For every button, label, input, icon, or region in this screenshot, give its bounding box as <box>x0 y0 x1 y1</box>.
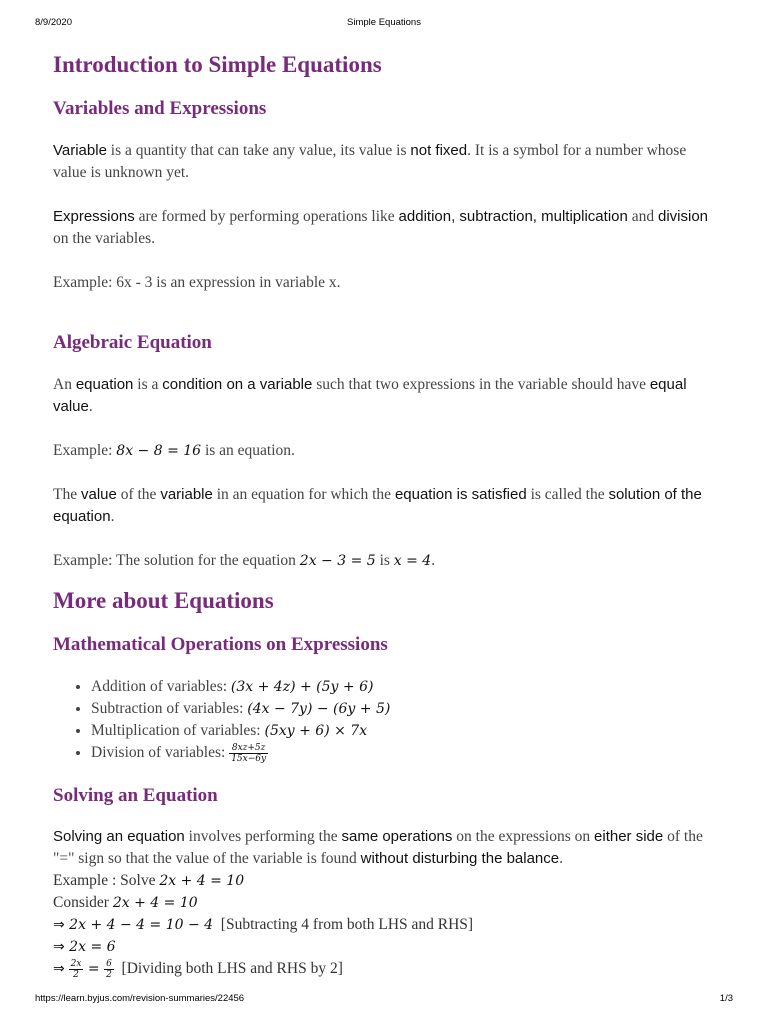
term: addition, subtraction, multiplication <box>398 208 628 225</box>
text: Consider <box>53 894 113 911</box>
text: Division of variables: <box>91 744 230 761</box>
term: same operations <box>341 828 453 845</box>
fraction <box>104 959 114 980</box>
text: . <box>110 508 115 525</box>
text: involves performing the <box>184 828 342 845</box>
math: 2x − 3 = 5 <box>299 553 376 569</box>
denominator: 15x−6y <box>231 753 267 764</box>
text: [Subtracting 4 from both LHS and RHS] <box>213 916 474 933</box>
term: equation <box>75 376 134 393</box>
math: 8x − 8 = 16 <box>116 443 202 459</box>
text: such that two expressions in the variable should have <box>312 376 650 393</box>
step-result <box>53 936 116 958</box>
term: Expressions <box>53 208 135 225</box>
denominator: 2 <box>73 969 79 980</box>
numerator: 2x <box>70 958 82 969</box>
math: (4x − 7y) − (6y + 5) <box>247 701 391 717</box>
list-item <box>91 742 390 764</box>
text: [Dividing both LHS and RHS by 2] <box>113 960 343 977</box>
text: is a quantity that can take any value, its value is <box>106 142 411 159</box>
denominator: 2 <box>106 969 112 980</box>
page-url: https://learn.byjus.com/revision-summaries/22456 <box>35 993 245 1004</box>
term: equation is satisfied <box>394 486 527 503</box>
term: Solving an equation <box>53 828 185 845</box>
term: not fixed <box>410 142 468 159</box>
text: . It is a symbol for a number whose value is unknown yet. <box>53 142 687 181</box>
implies-arrow-icon: ⇒ <box>53 961 65 977</box>
print-header <box>0 17 768 31</box>
print-footer <box>0 993 768 1007</box>
term: either side <box>594 828 664 845</box>
text: in an equation for which the <box>212 486 395 503</box>
term: variable <box>160 486 213 503</box>
text: . <box>431 552 436 569</box>
math: 2x + 4 = 10 <box>112 895 198 911</box>
text: Example: <box>53 442 117 459</box>
math: (5xy + 6) × 7x <box>264 723 368 739</box>
operations-list <box>53 676 390 764</box>
paragraph-equation <box>53 374 713 418</box>
math: 2x = 6 <box>64 939 116 955</box>
text: of the <box>116 486 161 503</box>
step-subtract <box>53 914 473 936</box>
math: x = 4 <box>393 553 432 569</box>
math: = <box>83 961 105 977</box>
term: without disturbing the balance <box>360 850 560 867</box>
example-equation <box>53 440 713 462</box>
paragraph-expressions <box>53 206 713 250</box>
heading-solving: Solving an Equation <box>53 785 218 806</box>
step-consider <box>53 892 198 914</box>
heading-operations: Mathematical Operations on Expressions <box>53 634 388 655</box>
text: An <box>53 376 76 393</box>
page-title: Introduction to Simple Equations <box>53 52 382 77</box>
text: Multiplication of variables: <box>91 722 265 739</box>
term: value <box>80 486 117 503</box>
text: The <box>53 486 81 503</box>
text: of the "=" sign so that the value of the variable is found <box>53 828 703 867</box>
step-divide <box>53 958 343 980</box>
text: . <box>88 398 93 415</box>
fraction <box>229 743 268 764</box>
text: Subtraction of variables: <box>91 700 248 717</box>
math: (3x + 4z) + (5y + 6) <box>230 679 374 695</box>
step-example <box>53 870 244 892</box>
term: condition on a variable <box>162 376 313 393</box>
text: is called the <box>526 486 609 503</box>
text: Example: The solution for the equation <box>53 552 300 569</box>
heading-algebraic: Algebraic Equation <box>53 332 212 353</box>
text: is <box>375 552 394 569</box>
paragraph-solution <box>53 484 713 528</box>
implies-arrow-icon: ⇒ <box>53 917 65 933</box>
print-title: Simple Equations <box>347 17 421 28</box>
heading-variables: Variables and Expressions <box>53 98 267 119</box>
text: . <box>559 850 563 867</box>
term: equal value <box>53 376 687 415</box>
text: Addition of variables: <box>91 678 231 695</box>
term: Variable <box>53 142 107 159</box>
fraction <box>69 959 84 980</box>
numerator: 6 <box>106 958 112 969</box>
paragraph-variable <box>53 140 713 184</box>
text: is an equation. <box>201 442 295 459</box>
term: division <box>657 208 709 225</box>
text: on the variables. <box>53 230 156 247</box>
print-date: 8/9/2020 <box>35 17 72 28</box>
text: and <box>627 208 658 225</box>
math: 2x + 4 − 4 = 10 − 4 <box>64 917 214 933</box>
implies-arrow-icon: ⇒ <box>53 939 65 955</box>
text: is a <box>133 376 163 393</box>
list-item <box>91 676 390 698</box>
heading-more-equations: More about Equations <box>53 588 274 613</box>
text: on the expressions on <box>452 828 595 845</box>
example-expression: Example: 6x - 3 is an expression in variable x. <box>53 274 341 291</box>
list-item <box>91 698 390 720</box>
text: Example : Solve <box>53 872 160 889</box>
list-item <box>91 720 390 742</box>
paragraph-solving <box>53 826 713 870</box>
math: 2x + 4 = 10 <box>159 873 245 889</box>
page-number: 1/3 <box>719 993 733 1004</box>
numerator: 8xz+5z <box>229 743 268 754</box>
text: are formed by performing operations like <box>134 208 399 225</box>
term: solution of the equation <box>53 486 702 525</box>
example-solution <box>53 550 713 572</box>
